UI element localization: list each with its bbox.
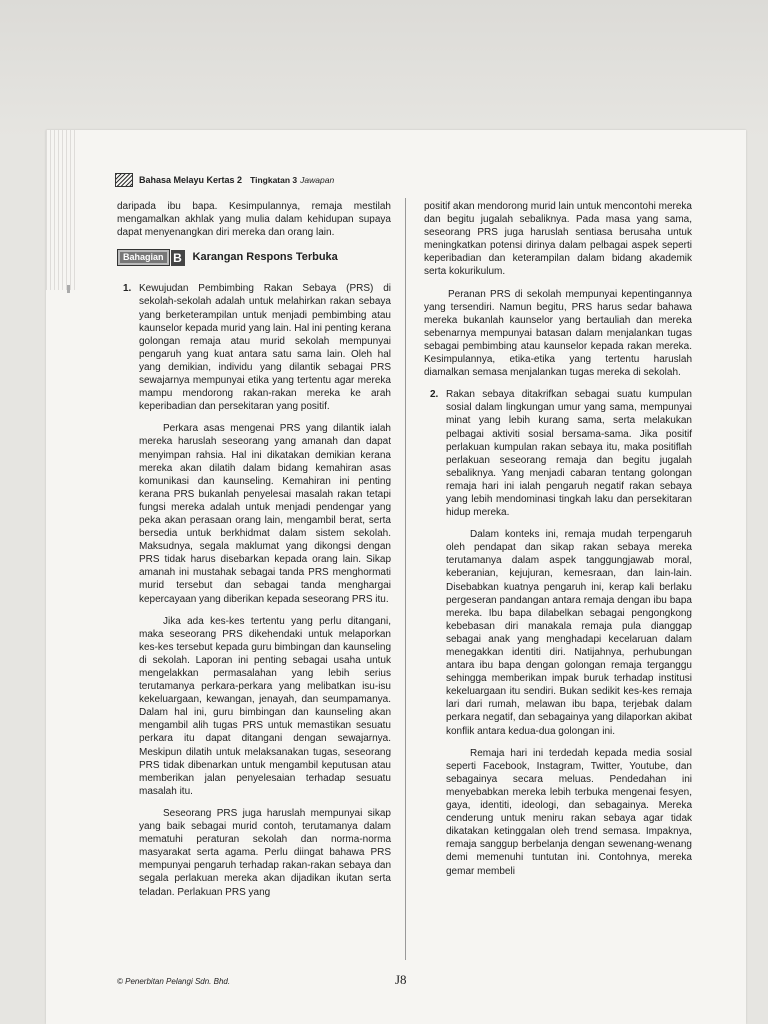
- paragraph: Perkara asas mengenai PRS yang dilantik ialah mereka haruslah seseorang yang amanah dan dapat menyimpan rahsia. Hal ini dikatakan demikian kerana mereka akan dilatih dalam bidang kemahiran asas komunikasi dan kaunseling. Kemahiran ini penting kerana PRS bukanlah penyelesai masalah rakan tetapi fungsi mereka adalah untuk menjadi pendengar yang peka akan perasaan orang lain, mengambil berat, serta bersedia untuk berkhidmat dalam sistem sekolah. Maksudnya, segala maklumat yang dikongsi dengan PRS tidak harus disebarkan kepada orang lain. Sikap amanah ini mustahak sebagai tanda PRS menghormati murid tersebut dan sebagai tanda menghargai kepercayaan yang diberikan kepada seseorang PRS itu.: [139, 423, 391, 605]
- section-letter: B: [171, 250, 185, 266]
- answer-item-1-body: [117, 422, 391, 898]
- paragraph: Jika ada kes-kes tertentu yang perlu ditangani, maka seseorang PRS dikehendaki untuk melaporkan kes-kes tersebut kepada guru bimbingan dan kaunseling di sekolah. Laporan ini penting sebagai usaha untuk mengelakkan permasalahan yang lebih serius terutamanya perkara-perkara yang melibatkan isu-isu kekeluargaan, kewangan, jenayah, dan seumpamanya. Dalam hal ini, guru bimbingan dan kaunseling akan mengambil alih tugas PRS untuk memastikan sesuatu perkara itu dapat ditangani dengan sewajarnya. Meskipun dilatih untuk melaksanakan tugas, seseorang PRS tidak dibenarkan untuk mengambil keputusan atau memberikan jalan penyelesaian terhadap sesuatu masalah itu.: [139, 615, 391, 797]
- paragraph: Kewujudan Pembimbing Rakan Sebaya (PRS) di sekolah-sekolah adalah untuk melahirkan rakan sebaya yang berketerampilan untuk menjadi pembimbing atau kaunselor kepada murid yang lain. Hal ini penting kerana golongan remaja atau murid sekolah mempunyai pengaruh yang kuat antara satu sama lain. Oleh hal yang demikian, individu yang dilantik sebagai PRS sewajarnya mempunyai etika yang tertentu agar mereka mampu mendorong rakan-rakan mereka ke arah keperibadian dan persekitaran yang positif.: [139, 283, 391, 413]
- paragraph: Seseorang PRS juga haruslah mempunyai sikap yang baik sebagai murid contoh, terutamanya dalam mematuhi peraturan sekolah dan norma-norma masyarakat serta agama. Perlu diingat bahawa PRS mempunyai pengaruh terhadap rakan-rakan sebaya dan segala perlakuan mereka akan dijadikan ikutan serta teladan. Perlakuan PRS yang: [139, 807, 391, 898]
- page-number: J8: [395, 972, 407, 987]
- scan-background: [0, 0, 768, 138]
- answer-item-1: [117, 282, 391, 413]
- header-title: Bahasa Melayu Kertas 2: [139, 175, 243, 185]
- column-divider: [405, 198, 406, 960]
- item-number: 1.: [123, 283, 132, 295]
- publisher-credit: © Penerbitan Pelangi Sdn. Bhd.: [117, 977, 231, 986]
- header-level: Tingkatan 3: [250, 175, 298, 185]
- header-suffix: Jawapan: [300, 175, 335, 185]
- left-column: [117, 200, 391, 908]
- book-icon: [115, 173, 133, 187]
- section-title: Karangan Respons Terbuka: [192, 251, 338, 264]
- binding-edge: [46, 130, 76, 290]
- intro-paragraph: daripada ibu bapa. Kesimpulannya, remaja mestilah mengamalkan akhlak yang mulia dalam kehidupan supaya dapat menyenangkan diri mereka dan orang lain.: [117, 201, 391, 239]
- running-header: [115, 173, 334, 187]
- item-number: 2.: [430, 389, 439, 401]
- paragraph: positif akan mendorong murid lain untuk mencontohi mereka dan begitu jugalah sebaliknya. Pada masa yang sama, seseorang PRS juga haruslah sentiasa berusaha untuk meningkatkan potensi dirinya dalam pelbagai aspek seperti keperibadian dan keterampilan dalam bidang akademik serta kokurikulum.: [424, 201, 692, 278]
- section-heading: [117, 249, 391, 266]
- spine-mark: [67, 285, 70, 293]
- section-badge: Bahagian: [117, 249, 170, 266]
- paragraph: Rakan sebaya ditakrifkan sebagai suatu kumpulan sosial dalam lingkungan umur yang sama, mempunyai minat yang lebih kurang sama, serta melakukan pelbagai aktiviti sosial bersama-sama. Jika positif perlakuan kumpulan rakan sebaya itu, maka positiflah perlakuan seseorang remaja dan begitu jugalah sebaliknya. Yang menjadi cabaran tentang golongan remaja hari ini ialah pengaruh negatif rakan sebaya yang lebih mendominasi tingkah laku dan persekitaran hidup mereka.: [446, 389, 692, 519]
- paragraph: Peranan PRS di sekolah mempunyai kepentingannya yang tersendiri. Namun begitu, PRS harus sedar bahawa mereka bukanlah kaunselor yang bertauliah dan mereka sebenarnya mempunyai batasan dalam menjalankan tugas sebagai pembimbing atau kaunselor kepada rakan mereka. Kesimpulannya, etika-etika yang tertentu haruslah diamalkan semasa menjalankan tugas mereka di sekolah.: [424, 288, 692, 379]
- answer-item-2: [424, 388, 692, 877]
- paragraph: Dalam konteks ini, remaja mudah terpengaruh oleh pendapat dan sikap rakan sebaya mereka terutamanya dalam aspek tanggungjawab moral, keberanian, kejujuran, kemesraan, dan lain-lain. Disebabkan kuatnya pengaruh ini, kerap kali berlaku pergeseran pandangan antara remaja dengan ibu bapa mereka. Ibu bapa dilabelkan sebagai pengongkong kebebasan diri manakala remaja pula dianggap sebagai anak yang menghadapi kecelaruan dalam menegakkan identiti diri. Natijahnya, perhubungan antara ibu bapa dengan golongan remaja terganggu sehingga memberikan impak buruk terhadap institusi kekeluargaan itu sendiri. Bukan sedikit kes-kes remaja lari dari rumah, melawan ibu bapa, terjebak dalam perkara negatif, dan sebagainya yang dilaporkan akibat konflik antara kedua-dua golongan ini.: [446, 529, 692, 737]
- paragraph: Remaja hari ini terdedah kepada media sosial seperti Facebook, Instagram, Twitter, Youtube, dan sebagainya secara meluas. Pendedahan ini menyebabkan mereka lebih terbuka mengenai fesyen, gaya, identiti, ideologi, dan sebagainya. Mereka cenderung untuk meniru rakan sebaya agar tidak dikatakan ketinggalan oleh trend semasa. Impaknya, remaja sanggup berbelanja dengan sewenang-wenang demi memenuhi tuntutan ini. Contohnya, mereka gemar membeli: [446, 747, 692, 877]
- right-column: [424, 200, 692, 887]
